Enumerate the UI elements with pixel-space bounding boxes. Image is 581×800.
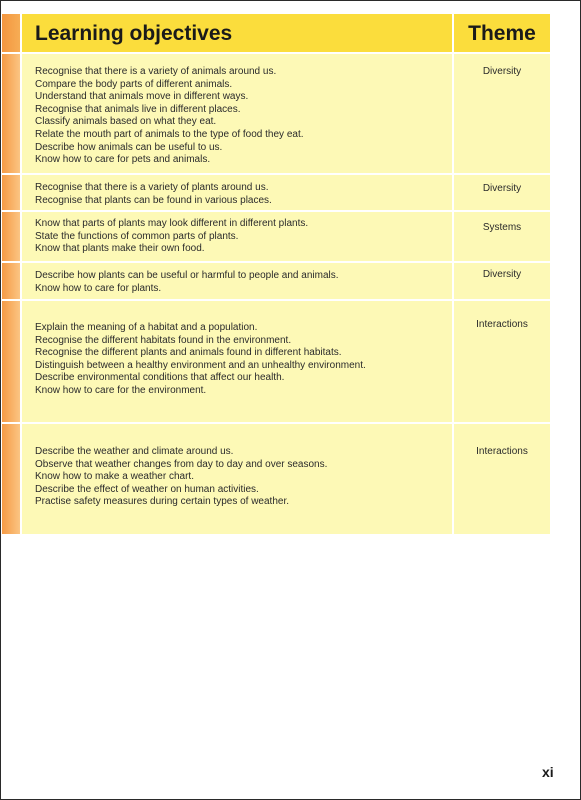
page-number: xi bbox=[542, 764, 554, 780]
objective-line: Describe the effect of weather on human activities. bbox=[35, 483, 259, 495]
objectives-cell bbox=[22, 212, 452, 261]
objective-line: Distinguish between a healthy environment and an unhealthy environment. bbox=[35, 359, 366, 371]
row-color-strip bbox=[2, 14, 20, 52]
table-row bbox=[2, 424, 550, 534]
table-row bbox=[2, 175, 550, 212]
objective-line: Know how to care for plants. bbox=[35, 282, 162, 294]
objective-line: Recognise that there is a variety of plants around us. bbox=[35, 182, 269, 193]
objective-line: Describe how animals can be useful to us. bbox=[35, 141, 223, 153]
theme-label: Diversity bbox=[482, 183, 522, 194]
theme-label: Interactions bbox=[476, 319, 528, 330]
objective-line: Understand that animals move in different ways. bbox=[35, 91, 249, 103]
objectives-cell bbox=[22, 301, 452, 422]
row-color-strip bbox=[2, 424, 20, 534]
objective-line: Observe that weather changes from day to day and over seasons. bbox=[35, 458, 328, 470]
theme-cell bbox=[454, 54, 550, 173]
objective-line: Know how to care for the environment. bbox=[35, 384, 207, 396]
objective-line: Describe the weather and climate around us. bbox=[35, 446, 234, 457]
objective-line: Recognise that plants can be found in various places. bbox=[35, 194, 272, 206]
objective-line: Recognise the different habitats found in the environment. bbox=[35, 334, 292, 346]
objective-line: State the functions of common parts of plants. bbox=[35, 230, 239, 242]
row-color-strip bbox=[2, 301, 20, 422]
objective-line: Describe environmental conditions that affect our health. bbox=[35, 372, 285, 384]
theme-cell bbox=[454, 424, 550, 534]
objectives-table bbox=[2, 14, 550, 534]
objective-line: Recognise that animals live in different places. bbox=[35, 103, 241, 115]
objectives-header-cell bbox=[22, 14, 452, 52]
objective-line: Know how to care for pets and animals. bbox=[35, 154, 211, 166]
theme-label: Interactions bbox=[476, 446, 528, 457]
row-color-strip bbox=[2, 212, 20, 261]
objective-line: Know that parts of plants may look different in different plants. bbox=[35, 218, 309, 229]
objective-line: Recognise the different plants and animals found in different habitats. bbox=[35, 347, 342, 359]
theme-cell bbox=[454, 212, 550, 261]
theme-label: Systems bbox=[482, 222, 522, 233]
objective-line: Compare the body parts of different animals. bbox=[35, 78, 233, 90]
objectives-column-title: Learning objectives bbox=[35, 22, 233, 45]
objective-line: Know that plants make their own food. bbox=[35, 243, 205, 255]
objective-line: Know how to make a weather chart. bbox=[35, 471, 194, 483]
objective-line: Describe how plants can be useful or harmful to people and animals. bbox=[35, 270, 339, 281]
theme-cell bbox=[454, 263, 550, 299]
objective-line: Explain the meaning of a habitat and a population. bbox=[35, 322, 258, 333]
table-header-row bbox=[2, 14, 550, 54]
table-row bbox=[2, 54, 550, 175]
objective-line: Practise safety measures during certain types of weather. bbox=[35, 496, 290, 508]
objectives-cell bbox=[22, 54, 452, 173]
table-row bbox=[2, 263, 550, 301]
table-row bbox=[2, 212, 550, 263]
objective-line: Recognise that there is a variety of animals around us. bbox=[35, 66, 277, 77]
table-row bbox=[2, 301, 550, 424]
theme-label: Diversity bbox=[482, 66, 522, 77]
theme-header-cell bbox=[454, 14, 550, 52]
theme-column-title: Theme bbox=[468, 22, 536, 45]
objective-line: Classify animals based on what they eat. bbox=[35, 116, 217, 128]
theme-label: Diversity bbox=[482, 269, 522, 280]
theme-cell bbox=[454, 301, 550, 422]
theme-cell bbox=[454, 175, 550, 210]
objectives-cell bbox=[22, 263, 452, 299]
row-color-strip bbox=[2, 54, 20, 173]
objectives-cell bbox=[22, 424, 452, 534]
objectives-cell bbox=[22, 175, 452, 210]
row-color-strip bbox=[2, 175, 20, 210]
objective-line: Relate the mouth part of animals to the type of food they eat. bbox=[35, 128, 304, 140]
row-color-strip bbox=[2, 263, 20, 299]
